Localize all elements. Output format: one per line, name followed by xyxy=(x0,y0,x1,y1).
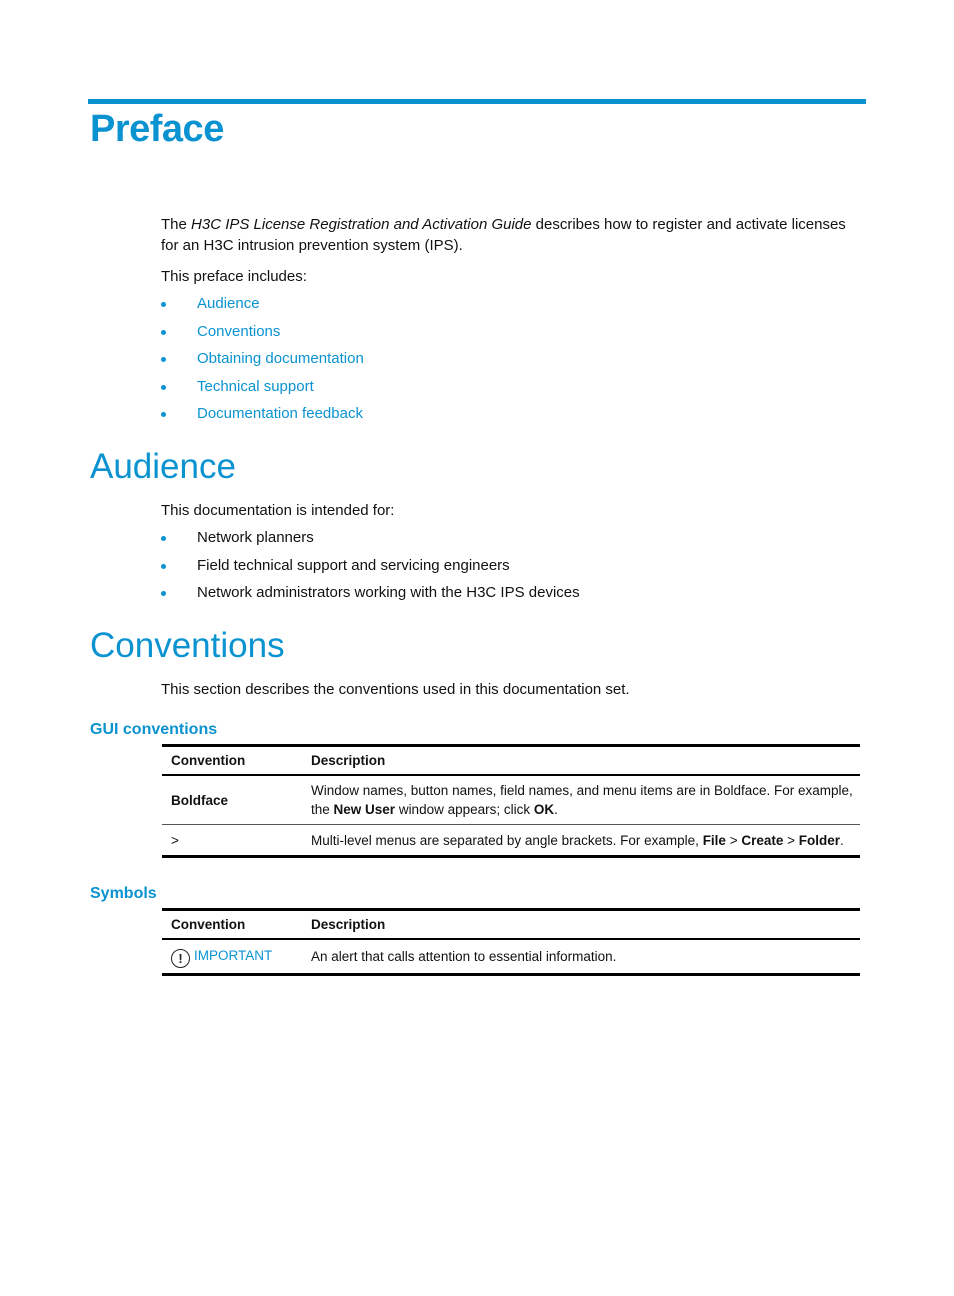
table-cell: Multi-level menus are separated by angle brackets. For example, File > Create > Folder. xyxy=(311,832,844,848)
conventions-intro: This section describes the conventions used in this documentation set. xyxy=(161,681,630,698)
page-title: Preface xyxy=(90,108,224,150)
link-documentation-feedback[interactable]: Documentation feedback xyxy=(197,405,363,422)
table-row xyxy=(162,939,860,975)
bullet-icon xyxy=(161,385,166,390)
bullet-icon xyxy=(161,564,166,569)
link-conventions[interactable]: Conventions xyxy=(197,323,281,340)
bullet-icon xyxy=(161,536,166,541)
gui-conventions-table xyxy=(162,744,860,858)
symbols-table xyxy=(162,908,860,976)
table-cell xyxy=(162,939,302,975)
bullet-icon xyxy=(161,330,166,335)
bullet-icon xyxy=(161,302,166,307)
column-header: Convention xyxy=(171,917,246,932)
top-rule xyxy=(88,99,866,104)
table-header-row xyxy=(162,746,860,776)
audience-heading: Audience xyxy=(90,447,236,486)
conventions-heading: Conventions xyxy=(90,626,285,665)
guide-title: H3C IPS License Registration and Activation Guide xyxy=(191,216,532,233)
table-row xyxy=(162,825,860,857)
column-header: Description xyxy=(311,753,386,768)
bullet-icon xyxy=(161,357,166,362)
column-header: Description xyxy=(311,917,386,932)
table-cell: Window names, button names, field names, and menu items are in Boldface. For example, the New User window appears; click OK. xyxy=(311,783,853,817)
gui-conventions-heading: GUI conventions xyxy=(90,721,218,738)
link-obtaining-documentation[interactable]: Obtaining documentation xyxy=(197,350,364,367)
table-header-row xyxy=(162,910,860,940)
list-item-label: Network administrators working with the H3C IPS devices xyxy=(197,584,580,601)
column-header: Convention xyxy=(171,753,246,768)
audience-intro: This documentation is intended for: xyxy=(161,502,395,519)
link-audience[interactable]: Audience xyxy=(197,295,260,312)
table-cell: Boldface xyxy=(171,792,229,808)
important-label: IMPORTANT xyxy=(194,947,273,963)
table-cell: An alert that calls attention to essential information. xyxy=(311,949,617,964)
symbols-heading: Symbols xyxy=(90,885,157,902)
list-item-label: Network planners xyxy=(197,529,314,546)
table-cell: > xyxy=(171,832,179,848)
preface-intro: The H3C IPS License Registration and Activation Guide describes how to register and activate licenses for an H3C intrusion prevention system (IPS). xyxy=(161,216,846,254)
bullet-icon xyxy=(161,412,166,417)
preface-includes: This preface includes: xyxy=(161,268,307,285)
table-row xyxy=(162,775,860,825)
important-icon: ! xyxy=(171,949,190,968)
bullet-icon xyxy=(161,591,166,596)
list-item-label: Field technical support and servicing engineers xyxy=(197,557,510,574)
link-technical-support[interactable]: Technical support xyxy=(197,378,314,395)
